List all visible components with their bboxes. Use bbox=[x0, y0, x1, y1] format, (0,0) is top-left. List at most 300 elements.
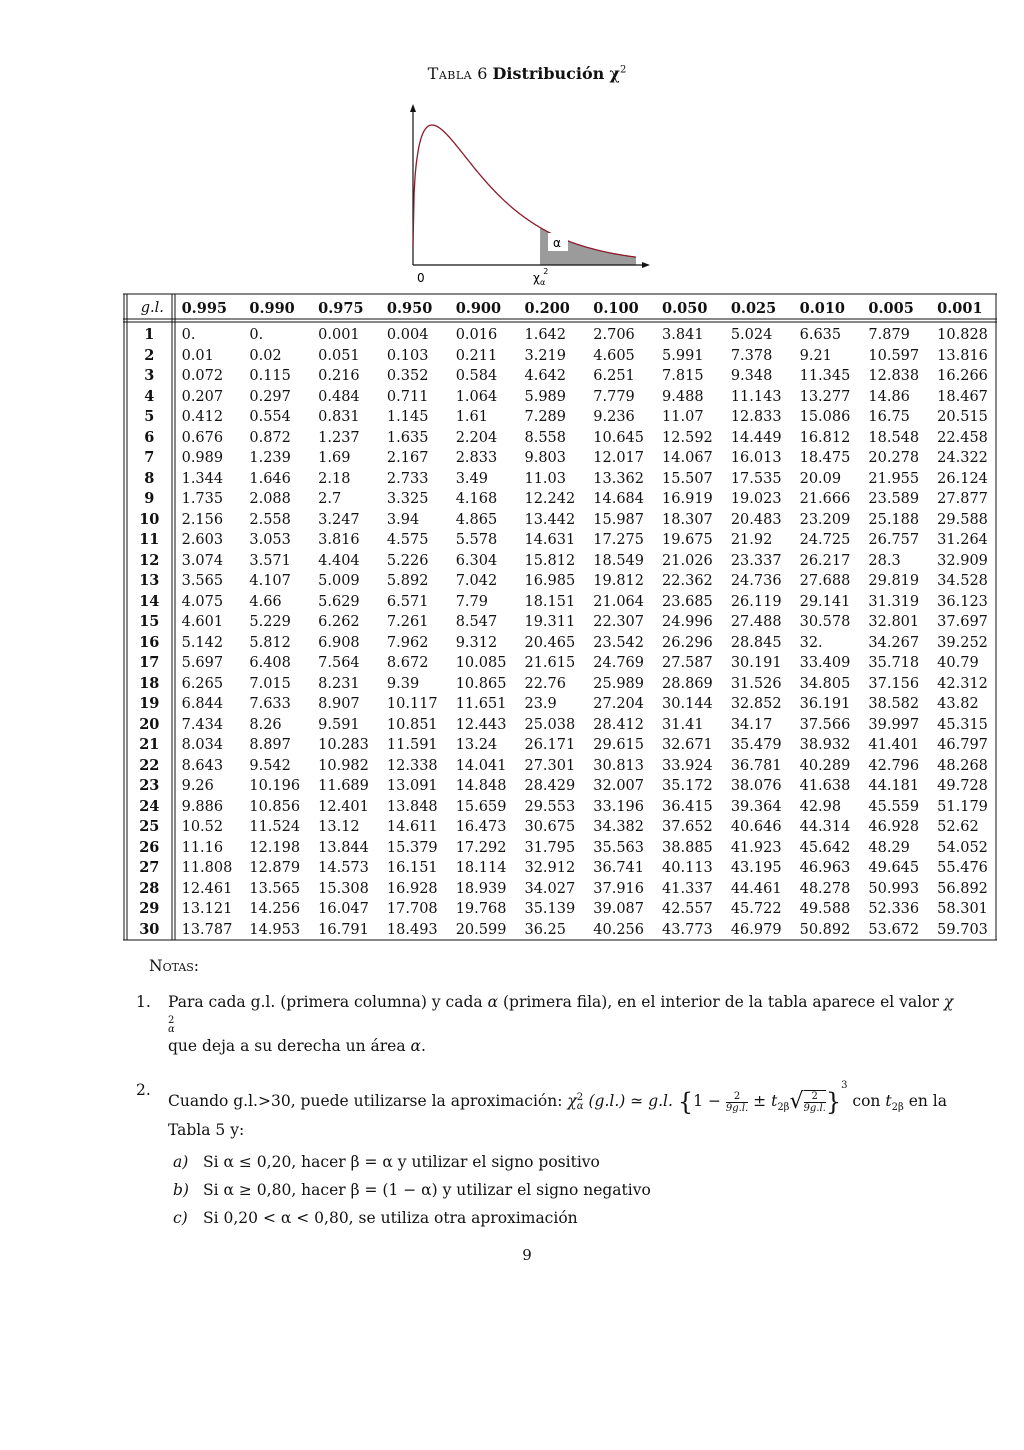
table-cell: 0. bbox=[181, 327, 196, 344]
table-cell: 5.009 bbox=[318, 573, 360, 590]
table-cell: 0.207 bbox=[181, 388, 224, 405]
table-cell: 44.461 bbox=[730, 880, 782, 897]
table-cell: 3.816 bbox=[318, 532, 360, 549]
table-cell: 10.283 bbox=[318, 737, 369, 754]
table-cell: 41.337 bbox=[662, 880, 713, 897]
table-cell: 18.549 bbox=[593, 552, 645, 569]
table-cell: 9.312 bbox=[455, 634, 498, 651]
table-cell: 45.642 bbox=[799, 839, 851, 856]
title-prefix: Tabla bbox=[427, 64, 473, 83]
table-cell: 31.795 bbox=[524, 839, 576, 856]
table-cell: 24.322 bbox=[937, 450, 988, 467]
table-cell: 2.733 bbox=[386, 470, 429, 487]
table-cell: 12.592 bbox=[662, 429, 713, 446]
table-cell: 8.26 bbox=[249, 716, 282, 733]
table-cell: 11.143 bbox=[730, 388, 782, 405]
table-cell: 7.434 bbox=[181, 716, 224, 733]
table-cell: 35.718 bbox=[868, 655, 920, 672]
note-1-number: 1. bbox=[136, 993, 151, 1011]
table-cell: 18.151 bbox=[524, 593, 576, 610]
table-row bbox=[123, 653, 997, 674]
table-cell: 3.219 bbox=[524, 347, 566, 364]
table-cell: 13.362 bbox=[593, 470, 645, 487]
table-cell: 14.848 bbox=[455, 778, 507, 795]
table-cell: 24.996 bbox=[662, 614, 713, 631]
y-axis-arrow bbox=[410, 104, 416, 112]
table-cell: 0.584 bbox=[455, 368, 498, 385]
table-cell: 42.312 bbox=[937, 675, 988, 692]
table-cell: 2.706 bbox=[593, 327, 635, 344]
table-cell: 3.571 bbox=[249, 552, 291, 569]
table-cell: 36.741 bbox=[593, 860, 645, 877]
table-cell: 7.779 bbox=[593, 388, 635, 405]
table-cell: 45.722 bbox=[730, 901, 782, 918]
table-row bbox=[123, 407, 997, 428]
table-cell: 8.897 bbox=[249, 737, 291, 754]
table-cell: 38.582 bbox=[868, 696, 920, 713]
table-cell: 17.708 bbox=[386, 901, 438, 918]
table-cell: 5.578 bbox=[455, 532, 498, 549]
table-cell: 0.872 bbox=[249, 429, 291, 446]
table-cell: 11.03 bbox=[524, 470, 566, 487]
table-cell: 10.828 bbox=[937, 327, 988, 344]
table-cell: 26.119 bbox=[730, 593, 782, 610]
table-cell: 14.256 bbox=[249, 901, 301, 918]
table-cell: 13.442 bbox=[524, 511, 576, 528]
table-cell: 5.892 bbox=[386, 573, 429, 590]
table-cell: 37.652 bbox=[662, 819, 713, 836]
table-cell: 20.599 bbox=[455, 921, 507, 938]
table-row bbox=[123, 387, 997, 408]
table-cell: 30.191 bbox=[730, 655, 782, 672]
table-cell: 25.188 bbox=[868, 511, 920, 528]
note-2-cases bbox=[136, 1151, 956, 1229]
table-cell: 22.362 bbox=[662, 573, 713, 590]
table-row bbox=[123, 633, 997, 654]
table-cell: 16.928 bbox=[386, 880, 438, 897]
table-cell: 12.838 bbox=[868, 368, 920, 385]
header-alpha-0.050: 0.050 bbox=[662, 299, 708, 317]
table-cell: 27.488 bbox=[730, 614, 782, 631]
table-cell: 22.458 bbox=[937, 429, 988, 446]
table-cell: 14.86 bbox=[868, 388, 910, 405]
table-cell: 16.266 bbox=[937, 368, 988, 385]
table-cell: 18.467 bbox=[937, 388, 988, 405]
table-row bbox=[123, 920, 997, 941]
table-cell: 2.833 bbox=[455, 450, 498, 467]
table-cell: 27.688 bbox=[799, 573, 851, 590]
table-cell: 0.554 bbox=[249, 409, 291, 426]
table-row bbox=[123, 592, 997, 613]
table-cell: 19.768 bbox=[455, 901, 507, 918]
table-cell: 2.156 bbox=[181, 511, 224, 528]
table-cell: 33.409 bbox=[799, 655, 851, 672]
table-cell: 10.085 bbox=[455, 655, 507, 672]
header-alpha-0.200: 0.200 bbox=[524, 299, 570, 317]
table-cell: 7.289 bbox=[524, 409, 566, 426]
table-cell: 18.475 bbox=[799, 450, 851, 467]
table-cell: 7.962 bbox=[386, 634, 429, 651]
table-cell: 0.001 bbox=[318, 327, 360, 344]
table-cell: 15.812 bbox=[524, 552, 576, 569]
table-cell: 30.813 bbox=[593, 757, 645, 774]
table-cell: 12.198 bbox=[249, 839, 301, 856]
header-alpha-0.001: 0.001 bbox=[937, 299, 983, 317]
table-row bbox=[123, 735, 997, 756]
table-cell: 46.928 bbox=[868, 819, 920, 836]
row-gl: 2 bbox=[144, 346, 155, 364]
table-cell: 23.685 bbox=[662, 593, 713, 610]
row-gl: 16 bbox=[139, 633, 160, 651]
table-cell: 3.841 bbox=[662, 327, 704, 344]
table-cell: 3.49 bbox=[455, 470, 488, 487]
table-cell: 37.566 bbox=[799, 716, 851, 733]
table-row bbox=[123, 510, 997, 531]
table-cell: 59.703 bbox=[937, 921, 988, 938]
table-cell: 7.815 bbox=[662, 368, 704, 385]
table-cell: 1.344 bbox=[181, 470, 224, 487]
table-cell: 8.558 bbox=[524, 429, 566, 446]
chi-square-density-figure bbox=[400, 100, 660, 290]
table-cell: 0.211 bbox=[455, 347, 498, 364]
table-cell: 14.449 bbox=[730, 429, 782, 446]
table-row bbox=[123, 551, 997, 572]
table-cell: 11.591 bbox=[386, 737, 438, 754]
table-cell: 21.92 bbox=[730, 532, 773, 549]
table-cell: 34.382 bbox=[593, 819, 645, 836]
table-row bbox=[123, 858, 997, 879]
row-gl: 26 bbox=[139, 838, 160, 856]
table-row bbox=[123, 612, 997, 633]
table-cell: 0.072 bbox=[181, 368, 224, 385]
table-cell: 10.851 bbox=[386, 716, 438, 733]
header-alpha-0.900: 0.900 bbox=[455, 299, 502, 317]
table-cell: 44.181 bbox=[868, 778, 920, 795]
table-cell: 28.869 bbox=[662, 675, 713, 692]
row-gl: 19 bbox=[139, 695, 160, 713]
table-cell: 35.172 bbox=[662, 778, 713, 795]
table-cell: 27.587 bbox=[662, 655, 713, 672]
table-cell: 9.803 bbox=[524, 450, 566, 467]
density-curve bbox=[413, 125, 636, 257]
table-cell: 40.79 bbox=[937, 655, 979, 672]
table-cell: 28.3 bbox=[868, 552, 901, 569]
table-cell: 25.038 bbox=[524, 716, 576, 733]
table-cell: 21.064 bbox=[593, 593, 645, 610]
table-cell: 53.672 bbox=[868, 921, 920, 938]
table-cell: 14.573 bbox=[318, 860, 369, 877]
title-symbol: $\chi^2$ bbox=[609, 64, 627, 83]
table-cell: 26.217 bbox=[799, 552, 851, 569]
table-cell: 43.773 bbox=[662, 921, 713, 938]
table-cell: 5.629 bbox=[318, 593, 360, 610]
table-cell: 49.728 bbox=[937, 778, 988, 795]
table-cell: 13.091 bbox=[386, 778, 438, 795]
table-cell: 42.557 bbox=[662, 901, 713, 918]
table-cell: 1.239 bbox=[249, 450, 291, 467]
table-cell: 4.168 bbox=[455, 491, 498, 508]
table-cell: 0.02 bbox=[249, 347, 282, 364]
row-gl: 7 bbox=[144, 449, 155, 467]
table-cell: 46.963 bbox=[799, 860, 851, 877]
header-alpha-0.005: 0.005 bbox=[868, 299, 914, 317]
table-cell: 43.82 bbox=[937, 696, 979, 713]
origin-label: 0 bbox=[417, 271, 425, 285]
row-gl: 29 bbox=[139, 900, 160, 918]
table-cell: 1.642 bbox=[524, 327, 566, 344]
table-cell: 9.348 bbox=[730, 368, 773, 385]
table-cell: 27.204 bbox=[593, 696, 645, 713]
chi-alpha-label: $\chi_\alpha 2$ bbox=[533, 267, 549, 287]
table-cell: 21.955 bbox=[868, 470, 920, 487]
header-alpha-0.100: 0.100 bbox=[593, 299, 639, 317]
table-cell: 33.924 bbox=[662, 757, 713, 774]
table-cell: 22.76 bbox=[524, 675, 566, 692]
table-cell: 45.559 bbox=[868, 798, 920, 815]
table-cell: 0.297 bbox=[249, 388, 291, 405]
table-cell: 41.638 bbox=[799, 778, 851, 795]
header-alpha-0.995: 0.995 bbox=[181, 299, 227, 317]
table-cell: 2.167 bbox=[386, 450, 429, 467]
table-row bbox=[123, 715, 997, 736]
table-cell: 39.252 bbox=[937, 634, 988, 651]
row-gl: 22 bbox=[139, 756, 160, 774]
table-cell: 13.816 bbox=[937, 347, 988, 364]
table-cell: 9.542 bbox=[249, 757, 291, 774]
table-cell: 2.18 bbox=[318, 470, 351, 487]
table-cell: 28.412 bbox=[593, 716, 645, 733]
page-title bbox=[0, 64, 1024, 83]
table-cell: 38.932 bbox=[799, 737, 851, 754]
table-cell: 7.015 bbox=[249, 675, 291, 692]
table-cell: 10.856 bbox=[249, 798, 301, 815]
table-cell: 12.338 bbox=[386, 757, 438, 774]
table-cell: 19.311 bbox=[524, 614, 576, 631]
table-cell: 8.034 bbox=[181, 737, 224, 754]
row-gl: 10 bbox=[139, 510, 160, 528]
notes-section bbox=[136, 955, 956, 1229]
table-cell: 2.603 bbox=[181, 532, 224, 549]
note-2-case bbox=[136, 1151, 956, 1173]
table-cell: 31.41 bbox=[662, 716, 704, 733]
table-cell: 6.908 bbox=[318, 634, 360, 651]
table-cell: 12.879 bbox=[249, 860, 301, 877]
table-row bbox=[123, 756, 997, 777]
table-cell: 7.042 bbox=[455, 573, 498, 590]
table-cell: 49.588 bbox=[799, 901, 851, 918]
table-cell: 49.645 bbox=[868, 860, 920, 877]
table-cell: 4.642 bbox=[524, 368, 566, 385]
row-gl: 17 bbox=[139, 654, 160, 672]
table-cell: 15.659 bbox=[455, 798, 507, 815]
table-cell: 9.26 bbox=[181, 778, 214, 795]
table-row bbox=[123, 838, 997, 859]
table-cell: 12.242 bbox=[524, 491, 576, 508]
table-cell: 9.886 bbox=[181, 798, 224, 815]
table-row bbox=[123, 879, 997, 900]
table-cell: 20.465 bbox=[524, 634, 576, 651]
table-cell: 9.591 bbox=[318, 716, 360, 733]
table-cell: 2.558 bbox=[249, 511, 291, 528]
table-cell: 31.319 bbox=[868, 593, 920, 610]
table-cell: 6.304 bbox=[455, 552, 498, 569]
table-cell: 21.666 bbox=[799, 491, 851, 508]
table-cell: 13.787 bbox=[181, 921, 233, 938]
table-cell: 21.026 bbox=[662, 552, 713, 569]
table-cell: 15.086 bbox=[799, 409, 851, 426]
table-cell: 18.939 bbox=[455, 880, 507, 897]
table-cell: 13.121 bbox=[181, 901, 233, 918]
case-label: c) bbox=[173, 1209, 188, 1228]
table-cell: 13.565 bbox=[249, 880, 301, 897]
table-cell: 34.027 bbox=[524, 880, 576, 897]
table-cell: 31.526 bbox=[730, 675, 782, 692]
table-cell: 27.301 bbox=[524, 757, 576, 774]
table-cell: 46.979 bbox=[730, 921, 782, 938]
table-cell: 26.296 bbox=[662, 634, 713, 651]
table-cell: 1.064 bbox=[455, 388, 498, 405]
table-cell: 32. bbox=[799, 634, 823, 651]
table-cell: 7.378 bbox=[730, 347, 773, 364]
table-cell: 7.261 bbox=[386, 614, 429, 631]
table-cell: 3.074 bbox=[181, 552, 224, 569]
row-gl: 27 bbox=[139, 859, 160, 877]
table-cell: 32.801 bbox=[868, 614, 920, 631]
table-cell: 34.528 bbox=[937, 573, 988, 590]
table-cell: 6.408 bbox=[249, 655, 291, 672]
table-cell: 29.819 bbox=[868, 573, 920, 590]
table-cell: 5.989 bbox=[524, 388, 566, 405]
table-cell: 8.547 bbox=[455, 614, 498, 631]
table-cell: 29.553 bbox=[524, 798, 576, 815]
table-cell: 5.142 bbox=[181, 634, 224, 651]
table-cell: 23.589 bbox=[868, 491, 920, 508]
table-cell: 5.697 bbox=[181, 655, 224, 672]
table-cell: 11.808 bbox=[181, 860, 233, 877]
table-row bbox=[123, 817, 997, 838]
table-cell: 15.379 bbox=[386, 839, 438, 856]
table-cell: 46.797 bbox=[937, 737, 988, 754]
table-cell: 2.088 bbox=[249, 491, 291, 508]
table-cell: 6.635 bbox=[799, 327, 842, 344]
table-cell: 26.171 bbox=[524, 737, 576, 754]
table-cell: 5.024 bbox=[730, 327, 773, 344]
table-cell: 0.711 bbox=[386, 388, 429, 405]
table-cell: 10.982 bbox=[318, 757, 369, 774]
table-cell: 39.364 bbox=[730, 798, 782, 815]
table-cell: 41.401 bbox=[868, 737, 920, 754]
table-cell: 0.676 bbox=[181, 429, 224, 446]
table-cell: 8.672 bbox=[386, 655, 429, 672]
table-cell: 37.916 bbox=[593, 880, 645, 897]
case-text: Si α ≤ 0,20, hacer β = α y utilizar el signo positivo bbox=[203, 1153, 600, 1172]
table-cell: 32.909 bbox=[937, 552, 988, 569]
table-cell: 12.401 bbox=[318, 798, 369, 815]
row-gl: 5 bbox=[144, 408, 155, 426]
table-cell: 18.548 bbox=[868, 429, 920, 446]
table-row bbox=[123, 469, 997, 490]
table-cell: 10.196 bbox=[249, 778, 301, 795]
table-cell: 3.053 bbox=[249, 532, 291, 549]
title-main: Distribución bbox=[492, 64, 605, 83]
table-cell: 0.051 bbox=[318, 347, 360, 364]
table-row bbox=[123, 428, 997, 449]
table-cell: 50.892 bbox=[799, 921, 851, 938]
table-cell: 14.611 bbox=[386, 819, 438, 836]
table-cell: 20.515 bbox=[937, 409, 988, 426]
table-cell: 16.985 bbox=[524, 573, 576, 590]
row-gl: 8 bbox=[144, 469, 155, 487]
table-cell: 25.989 bbox=[593, 675, 645, 692]
table-cell: 17.292 bbox=[455, 839, 507, 856]
row-gl: 1 bbox=[144, 326, 155, 344]
table-cell: 34.805 bbox=[799, 675, 851, 692]
table-cell: 14.684 bbox=[593, 491, 645, 508]
table-row bbox=[123, 366, 997, 387]
table-cell: 10.645 bbox=[593, 429, 645, 446]
row-gl: 12 bbox=[139, 551, 160, 569]
table-cell: 35.563 bbox=[593, 839, 645, 856]
table-cell: 13.277 bbox=[799, 388, 851, 405]
table-cell: 10.117 bbox=[386, 696, 438, 713]
table-cell: 0.352 bbox=[386, 368, 429, 385]
table-cell: 14.041 bbox=[455, 757, 507, 774]
table-cell: 36.781 bbox=[730, 757, 782, 774]
table-cell: 2.204 bbox=[455, 429, 498, 446]
table-cell: 35.479 bbox=[730, 737, 782, 754]
table-row bbox=[123, 530, 997, 551]
table-cell: 16.473 bbox=[455, 819, 507, 836]
table-cell: 13.24 bbox=[455, 737, 498, 754]
table-cell: 30.675 bbox=[524, 819, 576, 836]
table-cell: 1.646 bbox=[249, 470, 291, 487]
table-cell: 36.123 bbox=[937, 593, 988, 610]
table-cell: 48.278 bbox=[799, 880, 851, 897]
table-cell: 11.524 bbox=[249, 819, 301, 836]
table-cell: 0.989 bbox=[181, 450, 224, 467]
table-cell: 48.268 bbox=[937, 757, 988, 774]
table-cell: 16.151 bbox=[386, 860, 438, 877]
table-cell: 0.016 bbox=[455, 327, 498, 344]
row-gl: 4 bbox=[144, 387, 155, 405]
note-2: 2. Cuando g.l.>30, puede utilizarse la aproximación: χ 2 α (g.l.) ≃ g.l. {1 − $\frac{2}{9g.l.}$ ± $t_{2\beta}√$ $\frac{2}{9g.l.}$ }$^3$ con $t_{2\beta}$ en la Tabla 5 y: bbox=[136, 1080, 947, 1140]
table-cell: 16.75 bbox=[868, 409, 910, 426]
table-row bbox=[123, 346, 997, 367]
table-cell: 5.229 bbox=[249, 614, 291, 631]
x-axis-arrow bbox=[642, 262, 650, 268]
table-cell: 58.301 bbox=[937, 901, 988, 918]
table-cell: 40.646 bbox=[730, 819, 782, 836]
table-row bbox=[123, 776, 997, 797]
table-cell: 11.16 bbox=[181, 839, 224, 856]
case-label: a) bbox=[173, 1153, 189, 1172]
row-gl: 25 bbox=[139, 818, 160, 836]
table-cell: 51.179 bbox=[937, 798, 988, 815]
table-cell: 17.275 bbox=[593, 532, 645, 549]
header-alpha-0.950: 0.950 bbox=[386, 299, 433, 317]
table-cell: 32.671 bbox=[662, 737, 713, 754]
row-gl: 21 bbox=[139, 736, 160, 754]
header-alpha-0.010: 0.010 bbox=[799, 299, 846, 317]
row-gl: 15 bbox=[139, 613, 160, 631]
table-cell: 20.483 bbox=[730, 511, 782, 528]
row-gl: 11 bbox=[139, 531, 160, 549]
table-cell: 11.651 bbox=[455, 696, 507, 713]
table-cell: 1.735 bbox=[181, 491, 224, 508]
table-cell: 7.633 bbox=[249, 696, 291, 713]
table-cell: 31.264 bbox=[937, 532, 988, 549]
row-gl: 6 bbox=[144, 428, 155, 446]
